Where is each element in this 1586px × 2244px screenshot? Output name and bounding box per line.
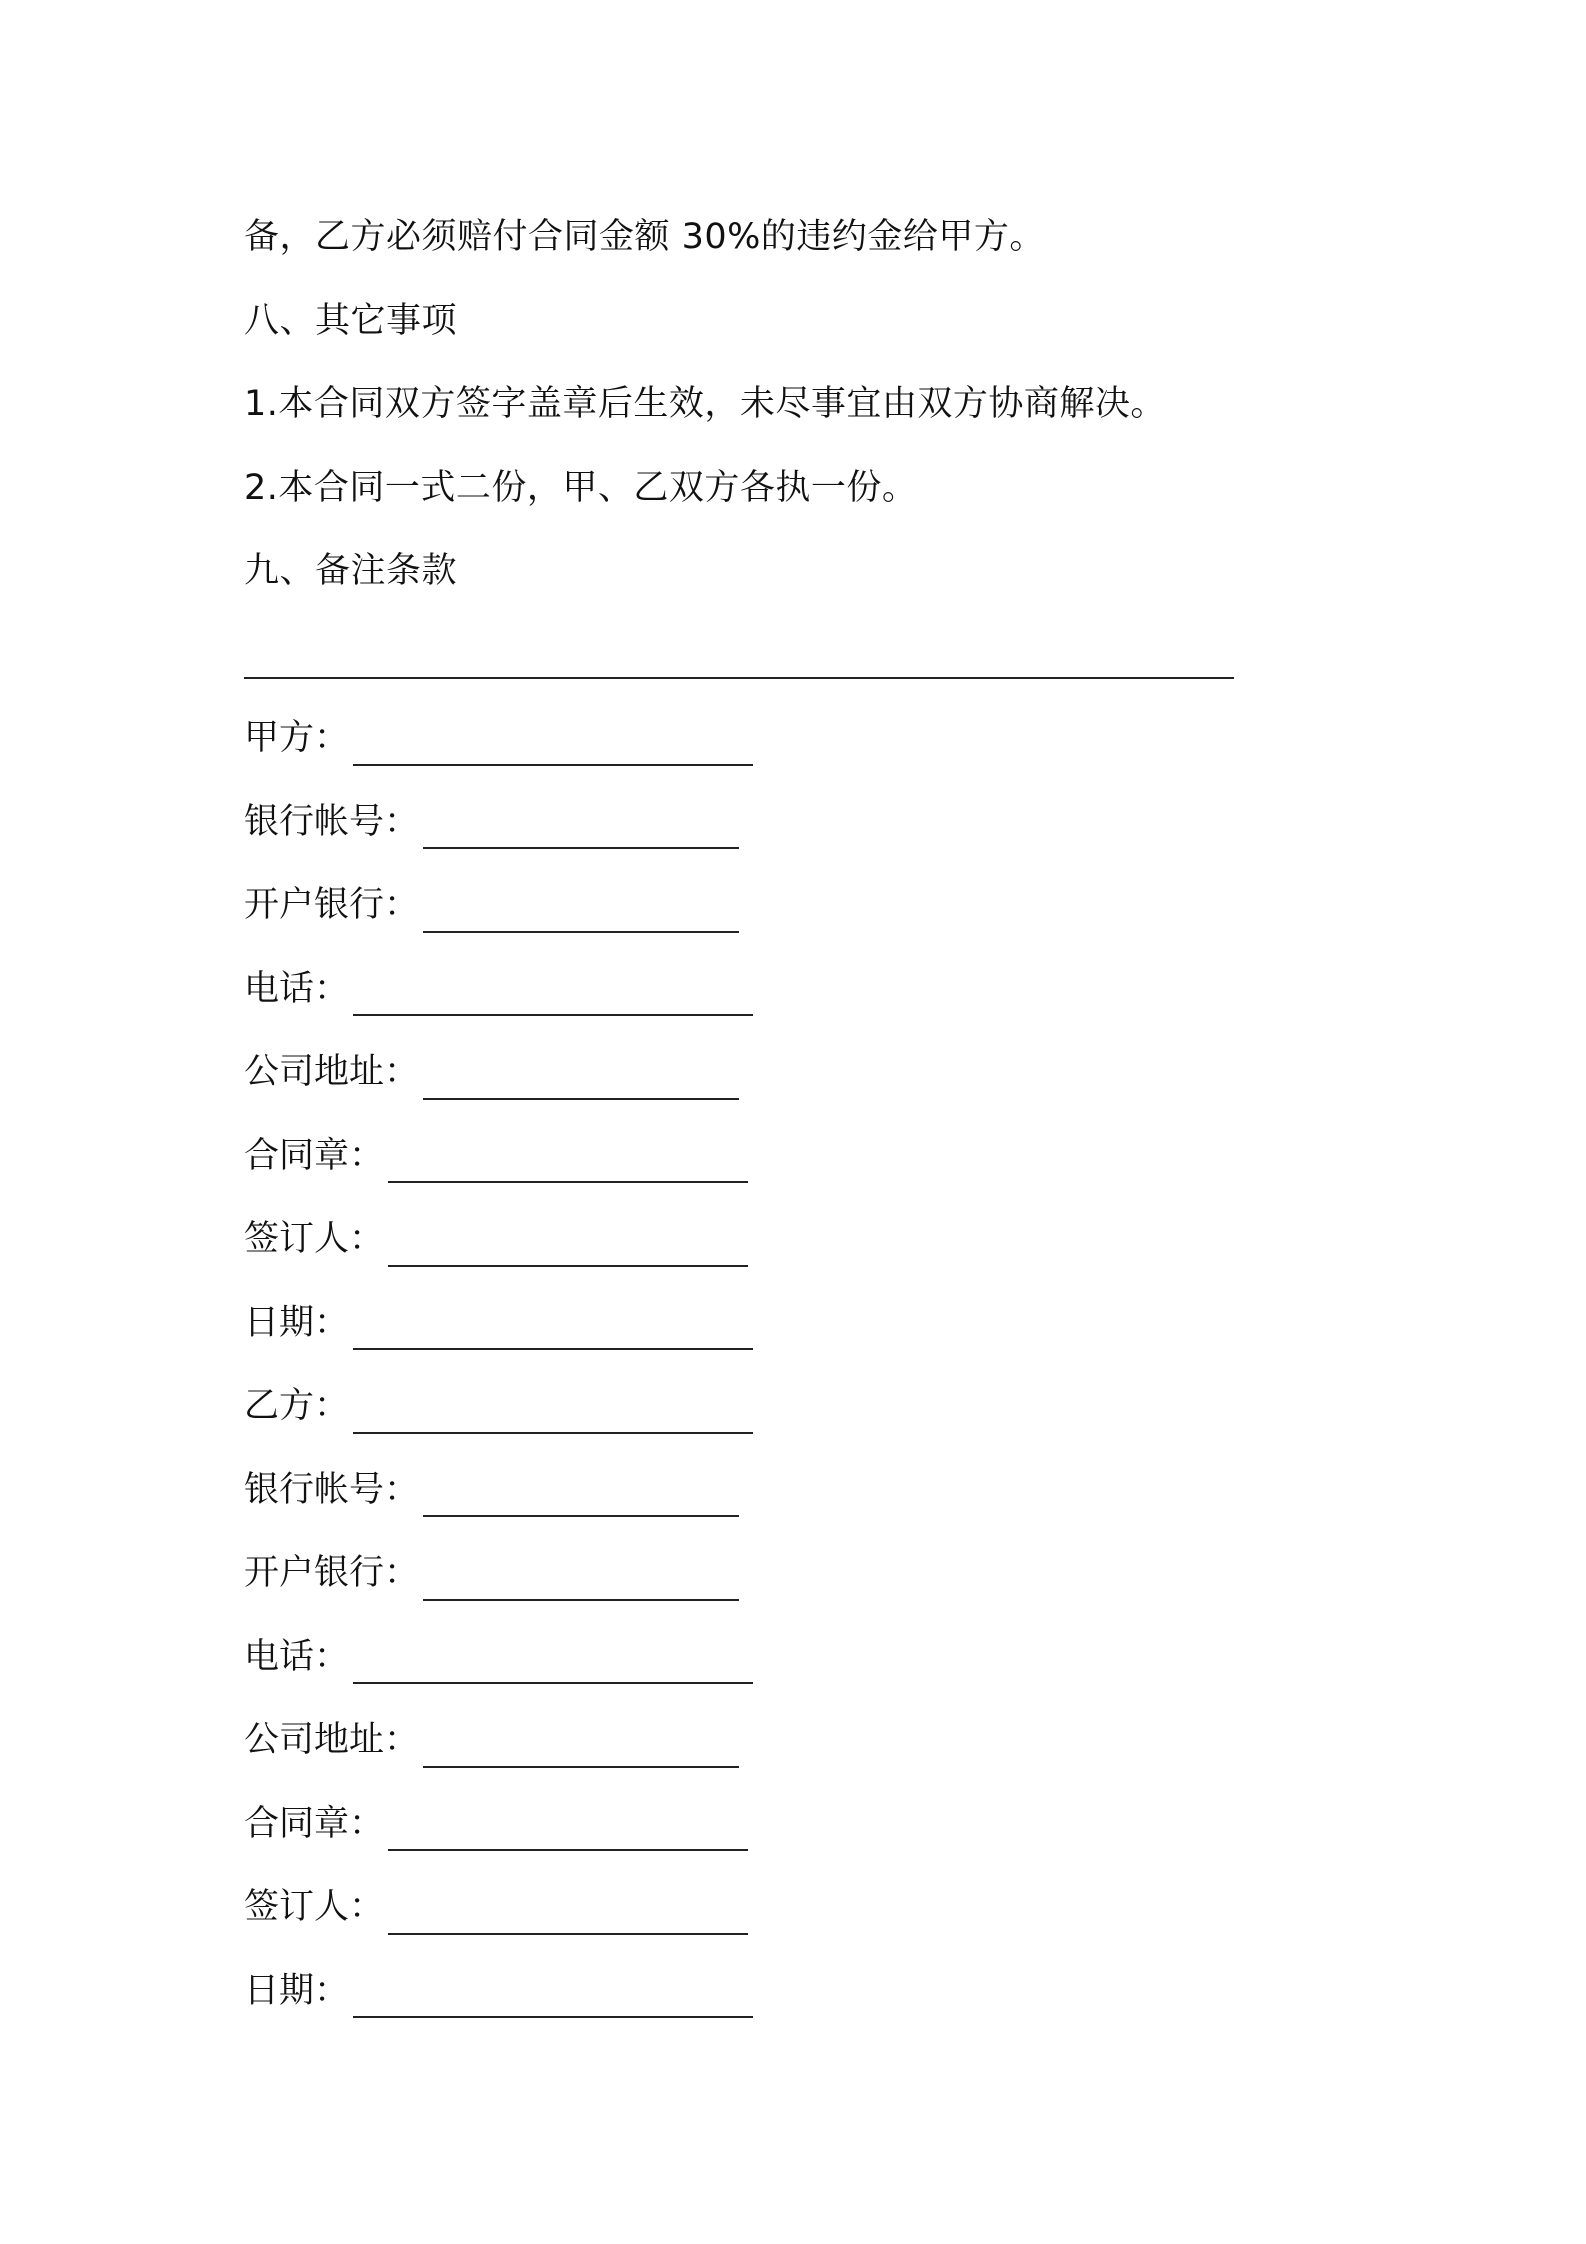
party-a-phone-blank[interactable]	[353, 974, 753, 1016]
party-b-signer-label: 签订人：	[244, 1887, 385, 1927]
paragraph-effective-clause: 1.本合同双方签字盖章后生效，未尽事宜由双方协商解决。	[244, 384, 1166, 424]
party-a-bank-field[interactable]	[244, 864, 1374, 948]
section-heading-remarks: 九、备注条款	[244, 551, 458, 591]
remarks-underline	[244, 677, 1234, 679]
party-b-phone-blank[interactable]	[353, 1642, 753, 1684]
party-b-signer-blank[interactable]	[388, 1893, 748, 1935]
party-b-bank-account-field[interactable]	[244, 1449, 1374, 1533]
party-a-date-field[interactable]	[244, 1282, 1374, 1366]
party-b-date-field[interactable]	[244, 1950, 1374, 2034]
party-a-seal-label: 合同章：	[244, 1135, 385, 1176]
party-b-address-label: 公司地址：	[244, 1720, 420, 1760]
party-b-signer-field[interactable]	[244, 1866, 1374, 1950]
party-a-name-field[interactable]	[244, 697, 1374, 781]
party-a-seal-field[interactable]	[244, 1115, 1374, 1199]
party-b-bank-field[interactable]	[244, 1532, 1374, 1616]
party-a-phone-label: 电话：	[244, 968, 350, 1009]
party-a-name-label: 甲方：	[244, 718, 350, 758]
remarks-blank-line[interactable]	[244, 614, 1374, 698]
party-b-name-field[interactable]	[244, 1365, 1374, 1449]
party-b-bank-account-label: 银行帐号：	[244, 1469, 420, 1510]
party-b-seal-field[interactable]	[244, 1783, 1374, 1867]
paragraph-penalty: 备，乙方必须赔付合同金额 30%的违约金给甲方。	[244, 217, 1045, 257]
party-a-bank-account-label: 银行帐号：	[244, 801, 420, 842]
party-a-phone-field[interactable]	[244, 948, 1374, 1032]
party-a-signer-blank[interactable]	[388, 1225, 748, 1267]
party-b-date-label: 日期：	[244, 1970, 350, 2011]
party-a-name-blank[interactable]	[353, 724, 753, 766]
party-b-bank-blank[interactable]	[423, 1559, 739, 1601]
party-a-date-label: 日期：	[244, 1302, 350, 1343]
party-a-address-field[interactable]	[244, 1031, 1374, 1115]
party-a-seal-blank[interactable]	[388, 1141, 748, 1183]
party-a-signer-label: 签订人：	[244, 1219, 385, 1259]
party-b-bank-account-blank[interactable]	[423, 1475, 739, 1517]
party-b-address-field[interactable]	[244, 1699, 1374, 1783]
party-b-phone-label: 电话：	[244, 1636, 350, 1677]
party-b-name-label: 乙方：	[244, 1386, 350, 1426]
party-a-bank-account-blank[interactable]	[423, 807, 739, 849]
party-a-bank-account-field[interactable]	[244, 781, 1374, 865]
party-a-signer-field[interactable]	[244, 1198, 1374, 1282]
document-body	[244, 196, 1374, 2033]
party-b-date-blank[interactable]	[353, 1976, 753, 2018]
party-a-address-blank[interactable]	[423, 1058, 739, 1100]
party-a-bank-label: 开户银行：	[244, 885, 420, 925]
party-a-address-label: 公司地址：	[244, 1052, 420, 1092]
section-heading-other-matters: 八、其它事项	[244, 300, 458, 341]
party-b-seal-label: 合同章：	[244, 1803, 385, 1844]
party-b-seal-blank[interactable]	[388, 1809, 748, 1851]
party-b-address-blank[interactable]	[423, 1726, 739, 1768]
party-b-phone-field[interactable]	[244, 1616, 1374, 1700]
party-b-bank-label: 开户银行：	[244, 1553, 420, 1593]
party-a-bank-blank[interactable]	[423, 891, 739, 933]
paragraph-copies-clause: 2.本合同一式二份，甲、乙双方各执一份。	[244, 467, 918, 508]
party-a-date-blank[interactable]	[353, 1308, 753, 1350]
party-b-name-blank[interactable]	[353, 1392, 753, 1434]
